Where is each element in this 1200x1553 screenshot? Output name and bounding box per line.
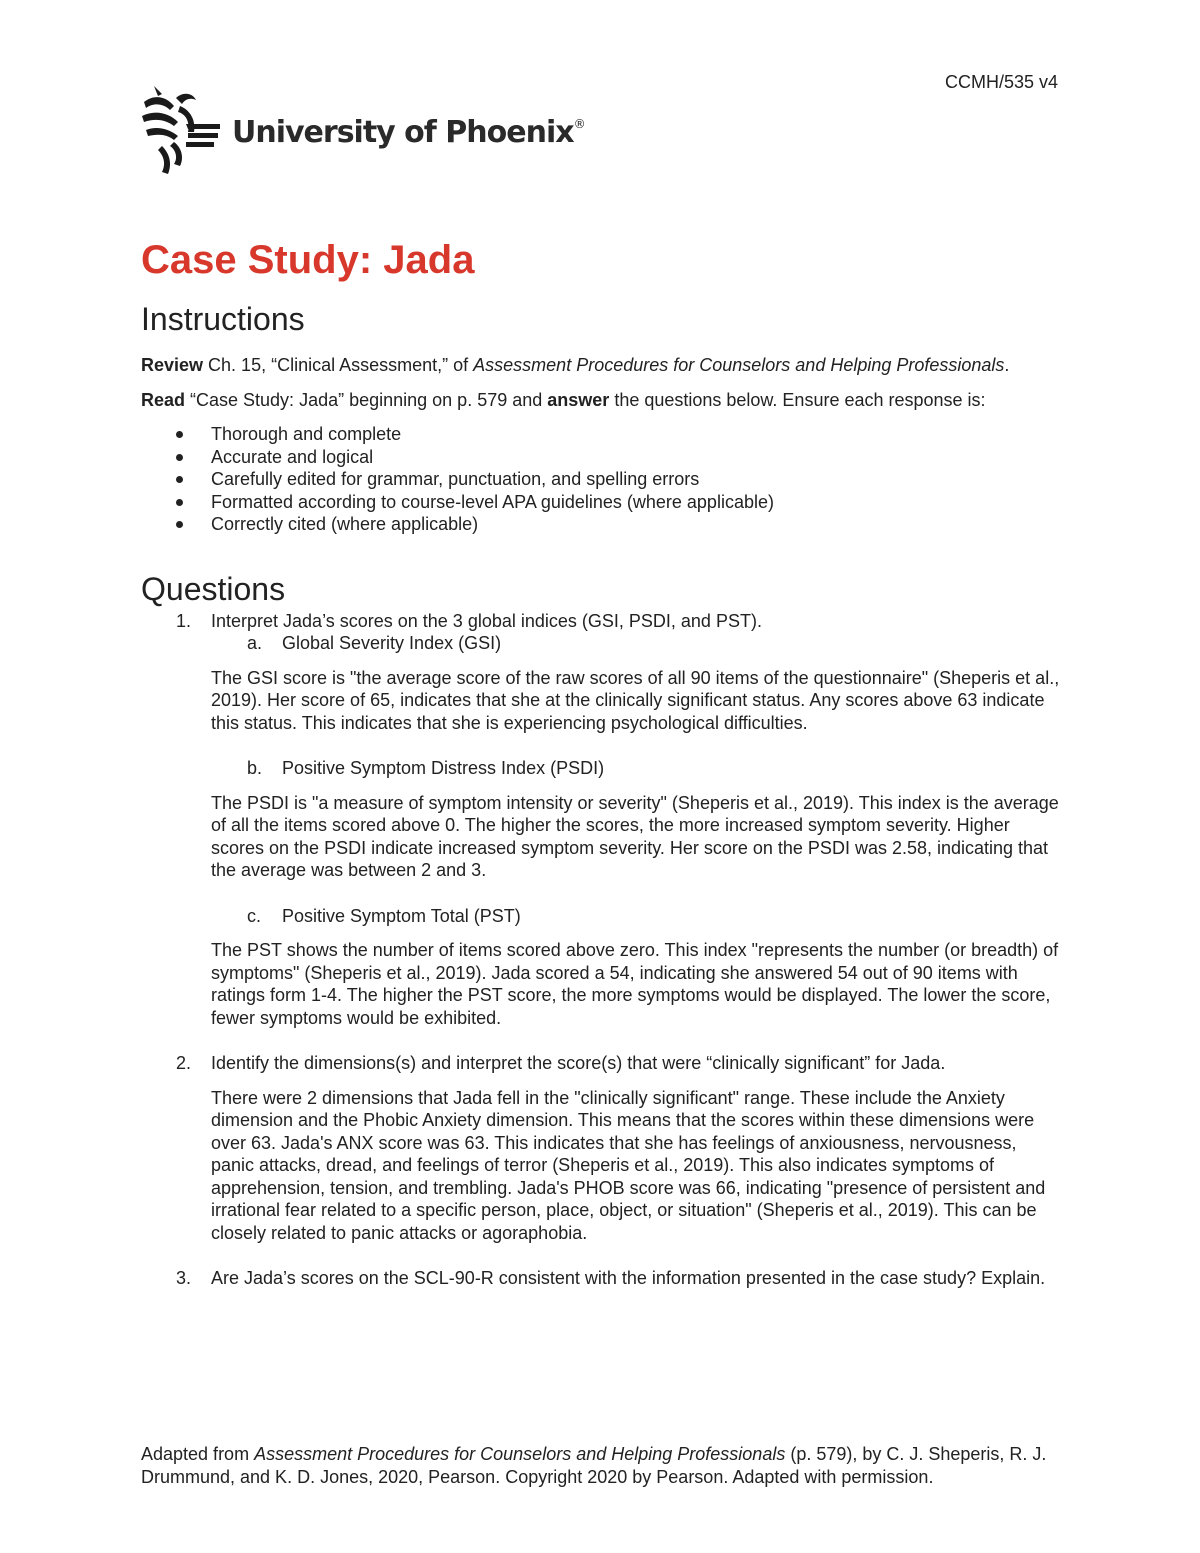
main-content [141,234,1061,1290]
subquestion-label: Global Severity Index (GSI) [282,633,502,653]
question-text: Are Jada’s scores on the SCL-90-R consistent with the information presented in the case study? Explain. [211,1268,1046,1288]
university-logo [140,84,585,176]
question-1a [141,632,1061,655]
phoenix-bird-icon [140,84,224,176]
review-paragraph [141,354,1061,377]
review-text: Ch. 15, “Clinical Assessment,” of [203,355,474,375]
question-3 [141,1267,1061,1290]
footer-text-end: (p. 579), by C. J. Sheperis, R. J. Drummund, and K. D. Jones, 2020, Pearson. Copyright 2020 by Pearson. Adapted with permission. [141,1444,1047,1487]
review-text-end: . [1004,355,1010,375]
footer-book-title: Assessment Procedures for Counselors and Helping Professionals [254,1444,786,1464]
read-lead: Read [141,389,186,410]
read-text-end: the questions below. Ensure each response is: [609,389,986,410]
subquestion-letter: c. [247,905,262,926]
question-text: Identify the dimensions(s) and interpret the score(s) that were “clinically significant” for Jada. [211,1053,946,1073]
question-number: 3. [176,1268,192,1288]
list-item: Carefully edited for grammar, punctuation, and spelling errors [211,468,1061,491]
questions-heading: Questions [141,570,286,607]
attribution-footer [141,1443,1056,1488]
answer-2: There were 2 dimensions that Jada fell in the "clinically significant" range. These include the Anxiety dimension and the Phobic Anxiety dimension. This means that the scores within these dimensions were over 63. Jada's ANX score was 63. This indicates that she has feelings of anxiousness, nervousness, panic attacks, dread, and feelings of terror (Sheperis et al., 2019). This also indicates symptoms of apprehension, tension, and trembling. Jada's PHOB score was 66, indicating "presence of persistent and irrational fear related to a specific person, place, object, or situation" (Sheperis et al., 2019). This can be closely related to panic attacks or agoraphobia. [211,1087,1046,1243]
answer-1c: The PST shows the number of items scored above zero. This index "represents the number (or breadth) of symptoms" (Sheperis et al., 2019). Jada scored a 54, indicating she answered 54 out of 90 items with ratings form 1-4. The higher the PST score, the more symptoms would be displayed. The lower the score, fewer symptoms would be exhibited. [211,940,1059,1028]
subquestion-letter: b. [247,758,263,778]
page-title: Case Study: Jada [141,238,475,282]
read-text: “Case Study: Jada” beginning on p. 579 and [185,389,548,410]
question-text: Interpret Jada’s scores on the 3 global indices (GSI, PSDI, and PST). [211,610,762,631]
subquestion-letter: a. [247,633,263,653]
read-paragraph [141,389,1061,412]
question-2 [141,1052,1061,1075]
question-number: 2. [176,1053,192,1073]
logo-wordmark [232,115,585,150]
course-code: CCMH/535 v4 [944,72,1058,92]
list-item: Thorough and complete [211,423,1061,446]
answer-1a: The GSI score is "the average score of the raw scores of all 90 items of the questionnaire" (Sheperis et al., 2019). Her score of 65, indicates that she at the clinically significant status. Any scores above 63 indicate this status. This indicates that she is experiencing psychological difficulties. [211,667,1060,733]
subquestion-label: Positive Symptom Distress Index (PSDI) [282,758,605,778]
question-1c [141,905,1061,928]
question-1b [141,757,1061,780]
answer-lead: answer [547,389,610,410]
list-item: Accurate and logical [211,446,1061,469]
criteria-list [141,423,1061,536]
list-item: Correctly cited (where applicable) [211,513,1061,536]
instructions-heading: Instructions [141,301,305,337]
review-lead: Review [141,355,204,375]
review-book-title: Assessment Procedures for Counselors and Helping Professionals [473,355,1005,375]
question-number: 1. [176,610,192,631]
answer-1b: The PSDI is "a measure of symptom intensity or severity" (Sheperis et al., 2019). This index is the average of all the items scored above 0. The higher the scores, the more increased symptom severity. Higher scores on the PSDI indicate increased symptom severity. Her score on the PSDI was 2.58, indicating that the average was between 2 and 3. [211,792,1059,880]
subquestion-label: Positive Symptom Total (PST) [282,905,521,926]
list-item: Formatted according to course-level APA guidelines (where applicable) [211,491,1061,514]
footer-text: Adapted from [141,1444,255,1464]
logo-text: University of Phoenix [232,114,574,150]
registered-mark: ® [573,116,585,131]
question-1 [141,610,1061,633]
